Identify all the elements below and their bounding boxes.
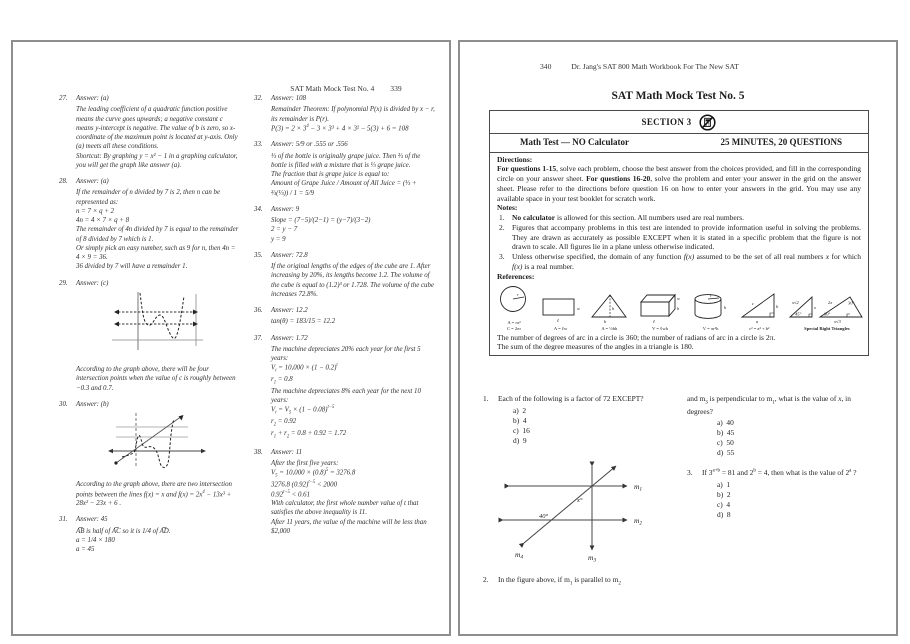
answer-body [76,279,240,393]
text-segment: V [271,364,276,372]
section-directions [490,153,868,285]
svg-text:c: c [752,301,755,307]
text-line: ⅓ of the bottle is originally grape juice. Then ⅔ of the bottle is filled with a mixture that is ⅓ grape juice. [271,152,421,169]
text-segment: x [825,252,830,262]
text-segment: 4 [202,489,205,495]
ref-rectangle [540,291,582,331]
ref-triangle [589,291,629,331]
text-line [271,468,435,480]
text-segment: is parallel to m [572,574,619,584]
answer-explanation [271,317,435,326]
text-line: c) 16 [513,425,530,435]
answer-explanation [271,152,435,198]
svg-text:m3: $m_3$ [588,552,597,562]
answer-label: Answer: 45 [76,516,108,524]
left-page-header [251,84,441,93]
answer-number: 34. [254,205,263,213]
answer-figure-slot [76,411,240,478]
answer-item [59,177,240,272]
special-triangles-label: Special Right Triangles [804,325,850,331]
text-segment: V [271,406,276,414]
svg-text:x√3: x√3 [833,319,841,324]
text-segment: V [271,469,276,477]
answer-item [59,400,240,509]
text-segment: t [336,363,338,369]
answer-item [254,251,435,299]
reference-figures [490,284,868,332]
note-number: 3. [499,252,505,262]
ref-cylinder [691,291,731,331]
svg-text:w: w [676,296,680,302]
text-segment: 1 [772,400,775,406]
answer-explanation [271,216,435,244]
answer-explanation [76,365,240,393]
answer-30-graph [106,411,210,475]
answer-label: Answer: 5/9 or .555 or .556 [271,141,348,149]
ref-circle [496,285,532,331]
text-segment: = 10,000 × (1 − 0.2) [276,364,337,372]
answer-body [76,94,240,170]
question-2 [483,575,671,588]
text-segment: is perpendicular to m [707,394,773,403]
directions-label: Directions: [497,154,533,164]
answer-body [271,140,435,198]
answer-number: 38. [254,448,263,456]
ref-right-triangle [738,291,780,331]
answer-figure-slot [76,290,240,363]
question-3 [687,468,875,478]
text-segment: × (1 − 0.08) [291,406,328,414]
answer-body [271,251,435,299]
text-segment: < 0.61 [289,490,311,498]
circle-area-formula: A = πr² [507,320,521,326]
questions-column-2 [687,394,875,590]
text-line: 4n = 4 × 7 × q + 8 [76,217,130,224]
text-segment: 1 [569,581,573,587]
answer-body [76,400,240,509]
text-line: b) 2 [717,490,731,500]
svg-text:a: a [756,319,759,324]
question-text [498,575,671,588]
svg-text:ℓ: ℓ [652,319,655,324]
section-header-row [490,111,868,134]
book-spread [11,40,898,636]
svg-text:m1: $m_1$ [634,481,643,493]
question-2-continuation [687,394,875,417]
text-segment: t−5 [327,405,335,411]
page-number: 340 [540,62,552,71]
text-segment: 0.92 [271,490,284,498]
text-line: b) 4 [513,415,527,425]
text-segment: r [271,418,274,426]
text-segment: P(3) = 2 × 3 [271,125,307,133]
answer-item [254,334,435,441]
text-line: The machine depreciates 8% each year for the next 10 years: [271,387,421,405]
svg-text:h: h [723,305,726,311]
text-segment: r [271,376,274,384]
answer-number: 37. [254,334,263,342]
text-line: a = 1/4 × 180 [76,536,115,544]
rectangle-figure [540,291,582,323]
svg-text:x: x [813,305,816,311]
answer-label: Answer: 11 [271,448,303,456]
text-segment: = 0.92 [276,418,297,426]
answer-label: Answer: 72.8 [271,251,308,259]
answer-body [76,177,240,272]
answer-number: 29. [59,279,68,287]
text-segment: , solve each problem, choose the best answer from the choices provided, and fill in the corresponding circle on your answer sheet. [497,164,861,184]
text-segment: x [838,394,842,403]
answer-item [59,94,240,170]
note-number: 2. [499,222,505,232]
ref-line-2: The sum of the degree measures of the angles in a triangle is 180. [497,342,694,352]
triangle-figure [589,291,629,323]
text-segment: is allowed for this section. All numbers used are real numbers. [555,213,745,223]
section-name: Math Test — NO Calculator [520,137,629,147]
text-line [271,124,435,134]
text-line: y = 9 [271,235,286,243]
text-segment: for which [829,252,862,262]
no-calculator-icon [699,114,716,131]
text-segment: 3276.8 (0.92) [271,481,309,489]
svg-text:45°: 45° [794,311,802,317]
text-line: 2 = y − 7 [271,226,298,234]
text-line: 36 divided by 7 will have a remainder 1. [76,263,188,271]
text-segment: + r [276,430,287,438]
answer-label: Answer: 1.72 [271,334,308,342]
text-line: d) 9 [513,435,527,445]
box-volume-formula: V = ℓwh [652,325,668,331]
text-segment: − 3 × 3³ + 4 × 3² − 5(3) + 6 = 108 [308,125,409,133]
text-segment: t−5 [308,480,316,486]
text-segment: f(x) [512,261,523,271]
circle-figure [496,285,532,317]
text-line: a) 1 [717,480,731,490]
circle-circumference-formula: C = 2πr [506,325,522,331]
text-line [271,417,435,429]
questions-area [483,394,880,590]
parallel-lines-figure [497,458,657,562]
text-line: Remainder Theorem: If polynomial P(x) is divided by x − r, its remainder is P(r). [271,106,435,123]
text-line: Slope = (7−5)/(2−1) = (y−7)/(3−2) [271,217,371,225]
ref-line-1: The number of degrees of arc in a circle is 360; the number of radians of arc in a circle is 2π. [497,332,776,342]
note-item [497,223,861,252]
answer-label: Answer: (b) [76,400,109,408]
references-label: References: [497,271,535,281]
text-segment: 1 [273,434,277,440]
svg-text:b: b [604,319,607,324]
test-title: SAT Math Mock Test No. 5 [611,90,745,102]
answer-number: 35. [254,251,263,259]
running-title: Dr. Jang's SAT 800 Math Workbook For The New SAT [571,62,739,71]
answers-column-1 [59,94,240,561]
text-segment: 2 [273,422,277,428]
text-line: Or simply pick an easy number, such as 9 for n, then 4n = 4 × 9 = 36. [76,244,236,261]
answer-item [59,279,240,393]
text-segment: = 0.8 [276,376,293,384]
answer-number: 33. [254,141,263,149]
answer-number: 31. [59,516,68,524]
svg-text:m2: $m_2$ [634,515,643,527]
text-line: Amount of Grape Juice / Amount of All Juice = (⅓ + ⅔(⅓)) / 1 = 5/9 [271,180,417,197]
text-segment: = 0.8 + 0.92 = 1.72 [289,430,347,438]
answers-columns [59,94,435,561]
svg-text:h: h [612,306,615,312]
text-segment: < 2000 [315,481,338,489]
directions-text [497,164,861,203]
question-1 [483,394,671,404]
running-title: SAT Math Mock Test No. 4 [290,84,375,93]
svg-text:h: h [676,306,680,312]
pythagorean-formula: c² = a² + b² [749,325,770,331]
text-segment: 5 [325,468,329,474]
text-line: b) 45 [717,428,735,438]
right-page [458,40,898,636]
text-segment: Unless otherwise specified, the domain of any function [512,252,684,262]
svg-text:30°: 30° [847,300,855,306]
answer-explanation [271,345,435,441]
page-number: 339 [390,84,402,93]
question-2-choices [717,418,875,458]
text-line [271,375,435,387]
text-segment: 5 [275,473,278,479]
right-triangle-figure [738,291,780,323]
answer-body [271,94,435,133]
answer-number: 36. [254,307,263,315]
answer-explanation [76,527,240,555]
text-line: The machine depreciates 20% each year for the first 5 years: [271,345,421,363]
note-text [512,213,861,223]
text-line: If the original lengths of the edges of the cube are 1. After increasing by 20%, its lengths become 1.2. The volume of the cube is equal to (1.2)³ or 1.728. The volume of the cube increases 72.8%. [271,263,435,298]
text-line: After the first five years: [271,459,339,467]
answer-label: Answer: 12.2 [271,307,308,315]
text-line [76,480,240,508]
text-line: a = 45 [76,546,95,554]
text-segment: 3 [705,400,708,406]
text-line: The fraction that is grape juice is equal to: [271,171,390,179]
svg-text:ℓ: ℓ [556,318,559,324]
svg-text:40°: 40° [539,512,549,520]
question-text: Each of the following is a factor of 72 EXCEPT? [498,394,644,403]
text-segment: t [275,411,277,417]
reference-text [490,333,868,356]
text-line [271,490,435,500]
text-line [271,363,435,375]
text-line: c) 50 [717,438,734,448]
note-text [512,252,861,272]
text-segment: 2 [286,434,290,440]
text-segment: , in degrees? [687,394,851,417]
text-segment: For questions 16-20 [586,174,651,184]
answer-explanation [76,105,240,170]
text-line: The leading coefficient of a quadratic function positive means the curve goes upwards; a negative constant c means y-intercept is negative. The value of b is zero, so x-coordinate of the maximum point is located at y-axis. Only (a) meets all these conditions. [76,106,238,151]
text-line: a) 40 [717,418,734,428]
text-segment: No calculator [512,213,556,223]
answer-label: Answer: (c) [76,279,109,287]
triangle-area-formula: A = ½bh [601,325,618,331]
question-number: 1. [483,394,489,403]
answer-29-graph [108,290,208,360]
text-segment: Figures that accompany problems in this test are intended to provide information useful in solving the problems. They are drawn as accurately as possible EXCEPT when it is stated in a specific problem that the figure is not drawn to scale. All figures lie in a plane unless otherwise indicated. [512,222,861,252]
text-segment: and m [687,394,706,403]
answer-number: 28. [59,178,68,185]
question-2-figure-wrap [483,458,671,565]
answer-body [271,306,435,327]
cylinder-figure [691,291,731,323]
text-line: If the remainder of n divided by 7 is 2, then n can be represented as: [76,189,221,206]
svg-text:r: r [709,293,712,299]
text-segment: a+b [712,468,721,474]
question-1-choices [513,406,671,446]
answer-label: Answer: 9 [271,205,300,213]
notes-label: Notes: [497,203,518,213]
text-line: The remainder of 4n divided by 7 is equal to the remainder of 8 divided by 7 which is 1. [76,226,239,243]
text-segment: = 81 and 2 [720,468,754,478]
note-number: 1. [499,213,505,223]
notes-list [497,213,861,272]
answer-item [254,448,435,537]
text-segment: , what is the value of [774,394,839,403]
text-segment: = 3276.8 [328,469,356,477]
svg-text:m4: $m_4$ [515,549,524,561]
answer-label: Answer: 108 [271,95,307,102]
answer-explanation [271,105,435,133]
answer-explanation [271,262,435,299]
text-segment: ? [851,468,857,478]
text-segment: In the figure above, if m [498,574,570,584]
svg-text:r: r [517,292,519,298]
text-line [271,405,435,417]
answer-item [254,140,435,198]
text-line: d) 8 [717,510,731,520]
right-page-header [540,62,739,71]
text-segment: If 3 [702,468,713,478]
text-segment: , solve the problem and enter your answer in the grid on the answer sheet. Please refer to the directions before question 16 on how to enter your answers in the grid. You may use any available space in your test booklet for scratch work. [497,174,861,203]
answer-number: 32. [254,95,263,102]
text-line: tan(θ) = 183/15 = 12.2 [271,318,336,326]
text-line [271,480,435,490]
text-segment: = 10,000 × (0.8) [277,469,326,477]
text-segment: r [271,430,274,438]
answer-item [59,515,240,554]
answer-number: 27. [59,95,68,102]
text-line: n = 7 × q + 2 [76,207,115,215]
text-segment: b [753,468,756,474]
note-item [497,252,861,272]
rectangle-area-formula: A = ℓw [553,325,568,331]
question-number: 3. [687,468,693,478]
text-segment: t−5 [283,489,290,495]
text-segment: For questions 1-15 [497,164,557,174]
svg-text:60°: 60° [823,311,831,317]
text-segment: f(x) [683,252,695,262]
svg-text:x°: x° [577,496,583,504]
answers-column-2 [254,94,435,561]
text-line: a) 2 [513,405,527,415]
text-segment: 1 [273,380,277,386]
text-segment: 4 [306,123,309,129]
svg-text:x√2: x√2 [791,300,799,306]
text-line: A͡B is half of A͡C so it is 1/4 of A͡D. [76,527,171,535]
text-segment: 5 [288,411,292,417]
ref-box [637,291,683,331]
questions-column-1 [483,394,671,590]
svg-text:w: w [576,306,580,312]
text-segment: assumed to be the set of all real numbers [694,252,826,262]
answer-body [271,448,435,537]
svg-text:2x: 2x [827,300,833,306]
section-timing: 25 MINUTES, 20 QUESTIONS [720,137,842,147]
text-segment: − 13x³ + 28x² − 23x + 6 . [76,490,232,508]
question-number: 2. [483,574,489,584]
section-label: SECTION 3 [641,116,692,127]
svg-text:b: b [776,304,779,310]
text-segment: = V [276,406,289,414]
text-segment: According to the graph above, there are two intersection points between the lines f(x) = x and f(x) = 2x [76,481,232,498]
section-subheader-row [490,134,868,153]
text-segment: = 4, then what is the value of 2 [755,468,850,478]
text-line: d) 55 [717,448,735,458]
text-line: After 11 years, the value of the machine will be less than $2,000 [271,518,427,535]
answer-label: Answer: (a) [76,95,109,102]
answer-item [254,306,435,327]
text-line: c) 4 [717,500,731,510]
text-segment: 2 [618,581,621,587]
section-box [489,110,869,356]
answer-body [271,205,435,244]
note-text [512,223,861,252]
text-segment: t [275,368,277,374]
cylinder-volume-formula: V = πr²h [702,325,719,331]
answer-body [76,515,240,554]
text-segment: a [849,468,852,474]
text-line: Shortcut: By graphing y = x² − 1 in a graphing calculator, you will get the graph like answer (a). [76,152,238,169]
answer-body [271,334,435,441]
answer-explanation [271,459,435,536]
question-text [702,468,875,478]
answer-number: 30. [59,400,68,408]
text-line: According to the graph above, there will be four intersection points when the value of c is roughly between −0.3 and 0.7. [76,366,236,392]
text-line: With calculator, the first whole number value of t that satisfies the above inequality is 11. [271,500,419,517]
question-3-choices [717,480,875,520]
answer-explanation [76,480,240,508]
answer-label: Answer: (a) [76,178,109,185]
text-line [271,429,435,441]
answer-item [254,94,435,133]
ref-special-triangles [788,291,866,331]
box-figure [637,291,683,323]
left-page [11,40,451,636]
text-segment: is a real number. [522,261,574,271]
answer-explanation [76,188,240,271]
special-triangles-figure [788,291,866,323]
answer-item [254,205,435,244]
note-item [497,213,861,223]
